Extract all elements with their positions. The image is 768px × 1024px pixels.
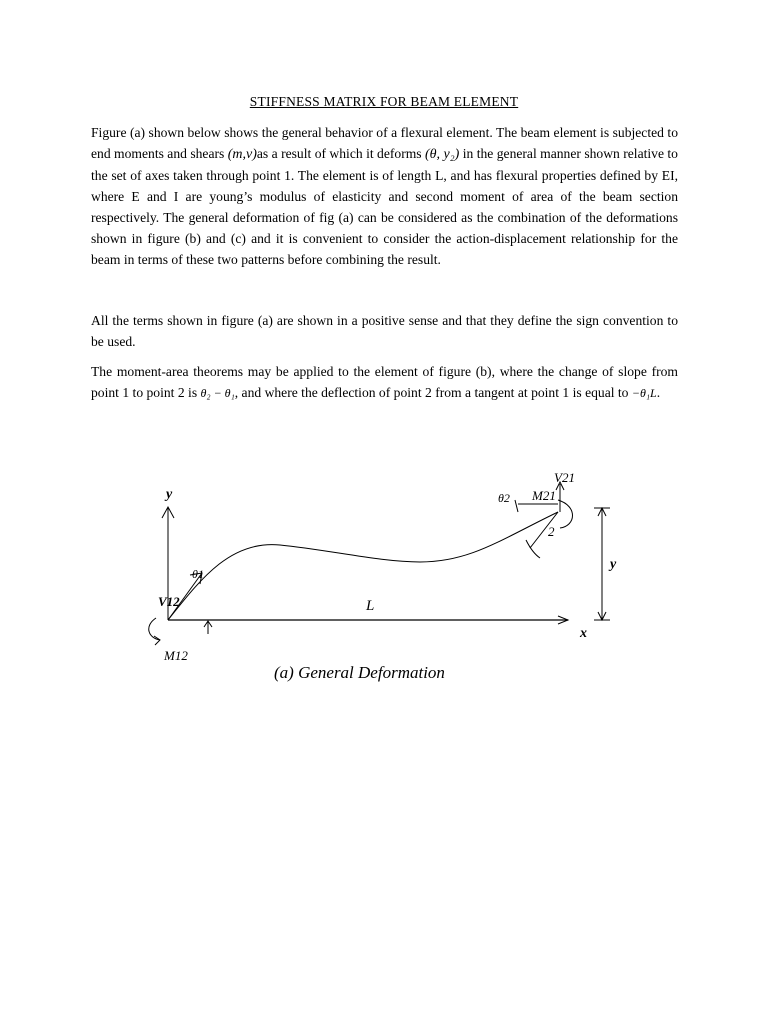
paragraph-2: All the terms shown in figure (a) are shown in a positive sense and that they define the sign convention to be used. bbox=[91, 313, 678, 349]
math-slope-change: θ₂ − θ₁ bbox=[200, 386, 235, 400]
paragraph-1-text-b: as a result of which it deforms bbox=[256, 146, 425, 161]
math-moment-shear: (m,v) bbox=[227, 147, 257, 162]
deflection-label: y bbox=[610, 557, 617, 572]
paragraph-1-text-a: Figure (a) shown below shows the general behavior of a flexural element. The beam element is subjected to end moments and shears bbox=[91, 125, 678, 161]
page-title: STIFFNESS MATRIX FOR BEAM ELEMENT bbox=[249, 94, 519, 109]
paragraph-3 bbox=[91, 361, 678, 404]
point-2-curl bbox=[526, 540, 540, 558]
theta2-arrow bbox=[515, 500, 518, 512]
x-axis-label: x bbox=[580, 626, 587, 641]
figure-general-deformation bbox=[130, 470, 640, 695]
paragraph-1-text-c: in the general manner shown relative to the set of axes taken through point 1. The element is of length L, and has flexural properties defined by EI, where E and I are young’s modulus of elasticity and second moment of area of the beam section respectively. The general deformation of fig (a) can be considered as the combination of the deformations shown in figure (b) and (c) and it is convenient to consider the action-displacement relationship for the beam in terms of these two patterns before combining the result. bbox=[91, 146, 678, 267]
figure-caption: (a) General Deformation bbox=[274, 663, 445, 682]
math-rotation-deflection: (θ, y₂) bbox=[425, 147, 460, 162]
paragraph-3-text-c: . bbox=[656, 385, 661, 400]
paragraph-3-text-a: The moment-area theorems may be applied to the element of figure (b), where the change of slope from point 1 to point 2 is bbox=[91, 364, 678, 400]
m12-label: M12 bbox=[164, 648, 188, 663]
paragraph-1 bbox=[91, 122, 678, 270]
beam-diagram bbox=[130, 470, 640, 690]
theta2-label: θ2 bbox=[498, 491, 510, 505]
point-2-label: 2 bbox=[548, 524, 555, 539]
deformed-beam-curve bbox=[168, 512, 558, 620]
theta1-label: θ1 bbox=[192, 567, 204, 581]
v21-label: V21 bbox=[554, 470, 575, 485]
y-axis-label: y bbox=[166, 487, 173, 502]
m21-label: M21 bbox=[532, 488, 556, 503]
length-label: L bbox=[366, 598, 375, 614]
v12-label: V12 bbox=[158, 594, 180, 609]
math-tangent-deflection: −θ₁L bbox=[631, 386, 657, 400]
paragraph-3-text-b: , and where the deflection of point 2 from a tangent at point 1 is equal to bbox=[234, 385, 632, 400]
m12-arrowhead bbox=[154, 636, 160, 645]
